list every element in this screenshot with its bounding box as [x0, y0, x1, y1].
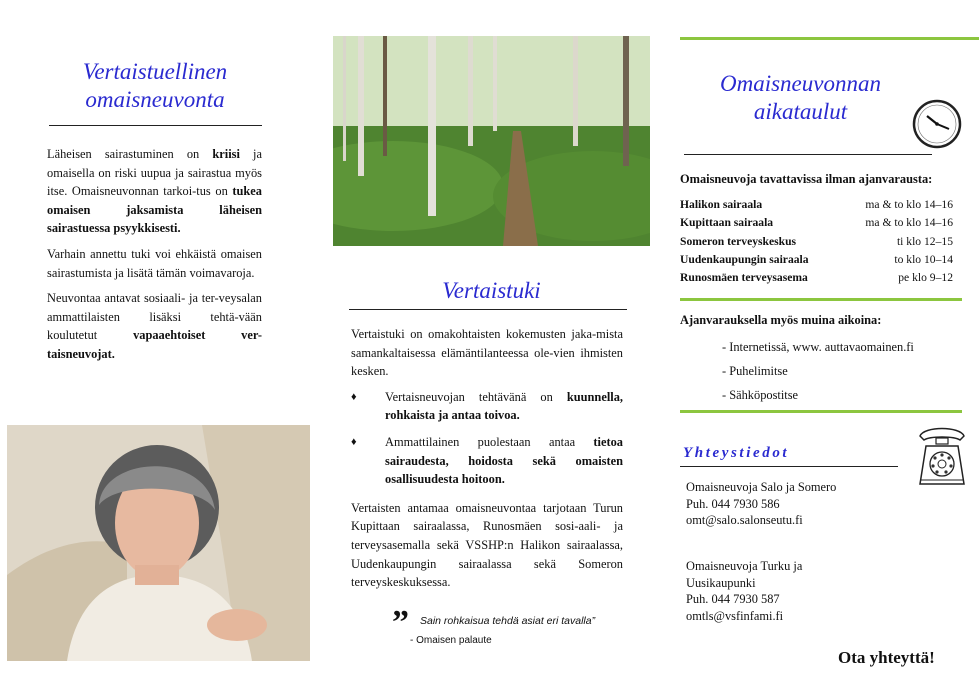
table-row [680, 269, 953, 287]
schedule-heading: Omaisneuvoja tavattavissa ilman ajanvarausta: [680, 172, 933, 186]
list-item: - Sähköpostitse [722, 388, 799, 402]
col1-paragraph-2: Varhain annettu tuki voi ehkäistä omaisen sairastumista ja lisätä tämän voimavaroja. [47, 246, 262, 280]
diamond-bullet-icon: ♦ [351, 435, 357, 448]
green-divider-top [680, 37, 979, 40]
list-item [351, 433, 623, 489]
col3-title [688, 70, 913, 126]
table-row [680, 214, 953, 232]
quote-mark-icon: ” [392, 604, 409, 641]
col2-intro: Vertaistuki on omakohtaisten kokemusten jaka-mista samankaltaisessa elämäntilanteessa ole-vien ihmisten kesken. [351, 327, 623, 379]
table-row [680, 251, 953, 269]
contact-turku [686, 558, 802, 624]
diamond-bullet-icon: ♦ [351, 390, 357, 403]
table-row [680, 196, 953, 214]
schedule-place: Halikon sairaala [680, 198, 763, 211]
col2-bullet-list [351, 388, 623, 489]
call-to-action: Ota yhteyttä! [838, 648, 935, 667]
green-divider-bottom [680, 410, 962, 413]
col1-body [47, 145, 262, 371]
col3-title-line2: aikataulut [753, 99, 848, 124]
col1-title-line1: Vertaistuellinen [82, 59, 228, 84]
contacts-title: Yhteystiedot [683, 445, 790, 461]
list-item: - Internetissä, www. auttavaomainen.fi [722, 340, 914, 354]
bullet-1-bold: kuunnella, rohkaista ja antaa toivoa. [385, 389, 623, 423]
col1-p3-text: Neuvontaa antavat sosiaali- ja ter-veysalan ammattilaisten lisäksi tehtä-vään koulutetut [47, 291, 262, 343]
col2-outro: Vertaisten antamaa omaisneuvontaa tarjotaan Turun Kupittaan sairaalassa, Runosmäen sosi-aali- ja terveysasemalla sekä VSSHP:n Halikon sairaalassa, Uudenkaupungin sairaalassa sekä Someron terveyskeskuksessa. [351, 500, 623, 590]
col1-title [55, 58, 255, 114]
list-item: - Puhelimitse [722, 364, 788, 378]
contact-name-cont: Uusikaupunki [686, 575, 756, 590]
col3-title-rule [684, 154, 932, 155]
schedule-time: ti klo 12–15 [896, 234, 953, 248]
col1-title-line2: omaisneuvonta [85, 87, 225, 112]
col1-p3-bold: vapaaehtoiset ver-taisneuvojat. [47, 328, 262, 361]
contact-name: Omaisneuvoja Salo ja Somero [686, 480, 837, 494]
forest-path-photo [333, 36, 650, 246]
contact-phone[interactable]: Puh. 044 7930 586 [686, 496, 780, 511]
col1-p1-bold-b: tukea omaisen jaksamista läheisen sairastuessa psyykkisesti. [47, 184, 262, 236]
col3-title-line1: Omaisneuvonnan [720, 71, 881, 96]
schedule-time: ma & to klo 14–16 [865, 216, 953, 230]
schedule-table [680, 196, 953, 287]
col1-title-rule [49, 125, 262, 126]
bullet-2-bold: tietoa sairaudesta, hoidosta sekä omaisten osallisuudesta hoitoon. [385, 434, 623, 487]
bullet-1-text: Vertaisneuvojan tehtävänä on [385, 389, 567, 404]
col2-body [351, 325, 623, 599]
schedule-time: ma & to klo 14–16 [865, 198, 953, 211]
schedule-place: Someron terveyskeskus [680, 234, 797, 248]
col2-title: Vertaistuki [442, 278, 541, 303]
contact-salo [686, 479, 836, 529]
contact-name: Omaisneuvoja Turku ja [686, 559, 803, 573]
table-row [680, 233, 953, 251]
telephone-icon [914, 424, 970, 495]
list-item [351, 388, 623, 425]
col1-paragraph-3 [47, 289, 262, 363]
testimonial-quote: Sain rohkaisua tehdä asiat eri tavalla” [420, 615, 596, 627]
schedule-place: Kupittaan sairaala [680, 216, 774, 230]
woman-photo [7, 425, 310, 661]
appointment-heading: Ajanvarauksella myös muina aikoina: [680, 313, 882, 327]
col1-p1-bold-a: kriisi [212, 147, 240, 161]
schedule-place: Runosmäen terveysasema [680, 271, 808, 285]
col1-p1-text-a: Läheisen sairastuminen on [47, 147, 213, 161]
col1-p1-text-b: ja omaisella on riski uupua ja sairastua myös itse. Omaisneuvonnan tarkoi-tus on [47, 147, 262, 199]
schedule-place: Uudenkaupungin sairaala [680, 252, 809, 266]
contact-email[interactable]: omt@salo.salonseutu.fi [686, 513, 803, 528]
bullet-2-text: Ammattilainen puolestaan antaa [385, 434, 594, 449]
schedule-time: pe klo 9–12 [898, 271, 953, 285]
clock-icon [911, 96, 963, 157]
contact-email[interactable]: omtls@vsfinfami.fi [686, 608, 784, 623]
contact-phone[interactable]: Puh. 044 7930 587 [686, 592, 780, 607]
contacts-title-rule [680, 466, 898, 467]
appointment-list [722, 335, 914, 407]
green-divider-middle [680, 298, 962, 301]
testimonial-source: - Omaisen palaute [410, 635, 492, 646]
schedule-time: to klo 10–14 [894, 252, 953, 266]
col2-title-rule [349, 309, 627, 310]
col1-paragraph-1 [47, 145, 262, 238]
